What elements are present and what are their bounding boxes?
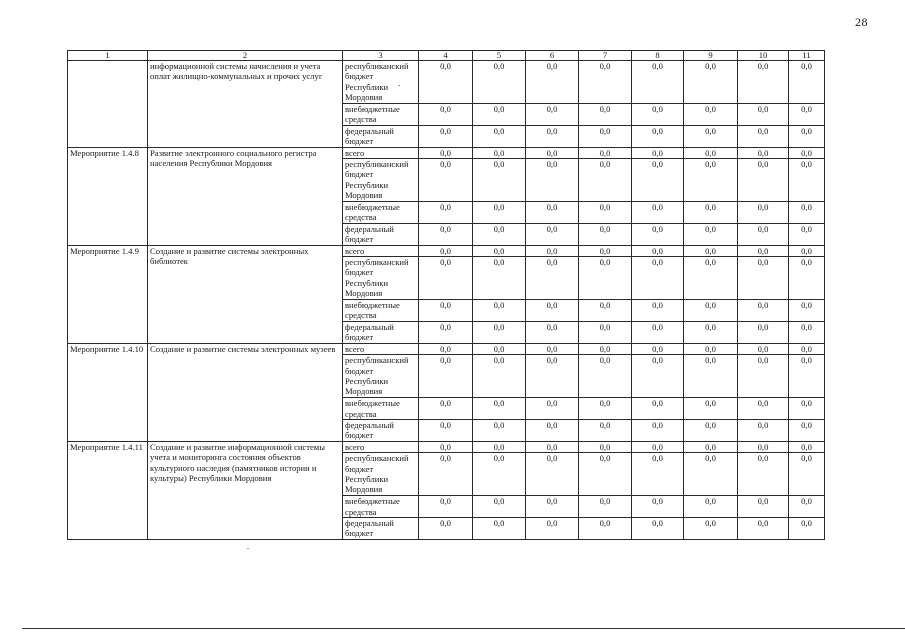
amount-cell: 0,0 xyxy=(526,61,579,104)
amount-cell: 0,0 xyxy=(738,517,789,539)
column-number: 6 xyxy=(526,51,579,61)
amount-cell: 0,0 xyxy=(579,355,632,398)
amount-cell: 0,0 xyxy=(473,343,526,354)
table-row xyxy=(68,441,825,452)
amount-cell: 0,0 xyxy=(419,441,473,452)
amount-cell: 0,0 xyxy=(738,147,789,158)
amount-cell: 0,0 xyxy=(789,147,825,158)
amount-cell: 0,0 xyxy=(789,496,825,518)
amount-cell: 0,0 xyxy=(632,300,684,322)
amount-cell: 0,0 xyxy=(579,441,632,452)
column-number: 1 xyxy=(68,51,148,61)
amount-cell: 0,0 xyxy=(579,147,632,158)
amount-cell: 0,0 xyxy=(684,453,738,496)
amount-cell: 0,0 xyxy=(684,343,738,354)
funding-source-cell: внебюджетные средства xyxy=(343,496,419,518)
activity-number-cell: Мероприятие 1.4.10 xyxy=(68,343,148,441)
amount-cell: 0,0 xyxy=(684,245,738,256)
amount-cell: 0,0 xyxy=(419,300,473,322)
activity-description-cell: Создание и развитие системы электронных библиотек xyxy=(148,245,343,343)
amount-cell: 0,0 xyxy=(632,517,684,539)
amount-cell: 0,0 xyxy=(632,125,684,147)
amount-cell: 0,0 xyxy=(473,517,526,539)
funding-source-cell: федеральный бюджет xyxy=(343,419,419,441)
activity-description-cell: информационной системы начисления и учета оплат жилищно-коммунальных и прочих услуг xyxy=(148,61,343,148)
amount-cell: 0,0 xyxy=(526,517,579,539)
amount-cell: 0,0 xyxy=(789,223,825,245)
amount-cell: 0,0 xyxy=(579,159,632,202)
amount-cell: 0,0 xyxy=(738,453,789,496)
amount-cell: 0,0 xyxy=(419,202,473,224)
amount-cell: 0,0 xyxy=(579,245,632,256)
amount-cell: 0,0 xyxy=(526,125,579,147)
amount-cell: 0,0 xyxy=(684,202,738,224)
scan-speck xyxy=(398,85,400,86)
amount-cell: 0,0 xyxy=(419,343,473,354)
amount-cell: 0,0 xyxy=(419,257,473,300)
activity-number-cell: Мероприятие 1.4.8 xyxy=(68,147,148,245)
amount-cell: 0,0 xyxy=(738,496,789,518)
amount-cell: 0,0 xyxy=(419,398,473,420)
table-header xyxy=(68,51,825,61)
amount-cell: 0,0 xyxy=(473,202,526,224)
table-row xyxy=(68,147,825,158)
amount-cell: 0,0 xyxy=(419,496,473,518)
scan-speck xyxy=(247,548,249,549)
amount-cell: 0,0 xyxy=(473,104,526,126)
amount-cell: 0,0 xyxy=(632,257,684,300)
activity-number-cell: Мероприятие 1.4.11 xyxy=(68,441,148,539)
amount-cell: 0,0 xyxy=(632,159,684,202)
amount-cell: 0,0 xyxy=(526,300,579,322)
activity-description-cell: Создание и развитие информационной системы учета и мониторинга состояния объектов культурного наследия (памятников истории и культуры) Республики Мордовия xyxy=(148,441,343,539)
funding-source-cell: республиканский бюджет Республики Мордовия xyxy=(343,453,419,496)
amount-cell: 0,0 xyxy=(684,419,738,441)
amount-cell: 0,0 xyxy=(473,245,526,256)
amount-cell: 0,0 xyxy=(789,398,825,420)
amount-cell: 0,0 xyxy=(632,202,684,224)
amount-cell: 0,0 xyxy=(684,125,738,147)
amount-cell: 0,0 xyxy=(526,496,579,518)
amount-cell: 0,0 xyxy=(526,223,579,245)
amount-cell: 0,0 xyxy=(738,223,789,245)
amount-cell: 0,0 xyxy=(473,147,526,158)
column-number: 9 xyxy=(684,51,738,61)
funding-source-cell: республиканский бюджет Республики Мордовия xyxy=(343,355,419,398)
amount-cell: 0,0 xyxy=(526,159,579,202)
column-number: 11 xyxy=(789,51,825,61)
amount-cell: 0,0 xyxy=(789,202,825,224)
amount-cell: 0,0 xyxy=(526,321,579,343)
funding-source-cell: внебюджетные средства xyxy=(343,202,419,224)
funding-source-cell: федеральный бюджет xyxy=(343,223,419,245)
amount-cell: 0,0 xyxy=(419,517,473,539)
amount-cell: 0,0 xyxy=(526,343,579,354)
amount-cell: 0,0 xyxy=(579,496,632,518)
amount-cell: 0,0 xyxy=(738,321,789,343)
amount-cell: 0,0 xyxy=(473,419,526,441)
amount-cell: 0,0 xyxy=(789,441,825,452)
amount-cell: 0,0 xyxy=(632,223,684,245)
amount-cell: 0,0 xyxy=(789,419,825,441)
amount-cell: 0,0 xyxy=(579,517,632,539)
amount-cell: 0,0 xyxy=(579,202,632,224)
amount-cell: 0,0 xyxy=(684,257,738,300)
amount-cell: 0,0 xyxy=(526,104,579,126)
amount-cell: 0,0 xyxy=(632,355,684,398)
amount-cell: 0,0 xyxy=(789,245,825,256)
column-number: 10 xyxy=(738,51,789,61)
amount-cell: 0,0 xyxy=(526,453,579,496)
amount-cell: 0,0 xyxy=(738,441,789,452)
amount-cell: 0,0 xyxy=(579,419,632,441)
funding-source-cell: республиканский бюджет Республики Мордовия xyxy=(343,257,419,300)
column-number: 7 xyxy=(579,51,632,61)
amount-cell: 0,0 xyxy=(579,300,632,322)
amount-cell: 0,0 xyxy=(526,441,579,452)
amount-cell: 0,0 xyxy=(684,300,738,322)
amount-cell: 0,0 xyxy=(473,496,526,518)
amount-cell: 0,0 xyxy=(738,257,789,300)
amount-cell: 0,0 xyxy=(684,398,738,420)
funding-source-cell: федеральный бюджет xyxy=(343,517,419,539)
amount-cell: 0,0 xyxy=(579,125,632,147)
amount-cell: 0,0 xyxy=(473,321,526,343)
funding-source-cell: республиканский бюджет Республики Мордовия xyxy=(343,61,419,104)
amount-cell: 0,0 xyxy=(419,61,473,104)
amount-cell: 0,0 xyxy=(526,257,579,300)
amount-cell: 0,0 xyxy=(632,441,684,452)
amount-cell: 0,0 xyxy=(789,453,825,496)
amount-cell: 0,0 xyxy=(419,419,473,441)
funding-source-cell: внебюджетные средства xyxy=(343,104,419,126)
amount-cell: 0,0 xyxy=(473,355,526,398)
amount-cell: 0,0 xyxy=(579,321,632,343)
funding-source-cell: федеральный бюджет xyxy=(343,125,419,147)
amount-cell: 0,0 xyxy=(473,398,526,420)
amount-cell: 0,0 xyxy=(579,61,632,104)
amount-cell: 0,0 xyxy=(419,159,473,202)
amount-cell: 0,0 xyxy=(473,125,526,147)
amount-cell: 0,0 xyxy=(419,321,473,343)
amount-cell: 0,0 xyxy=(738,419,789,441)
amount-cell: 0,0 xyxy=(526,202,579,224)
amount-cell: 0,0 xyxy=(579,223,632,245)
funding-source-cell: всего xyxy=(343,245,419,256)
amount-cell: 0,0 xyxy=(632,321,684,343)
amount-cell: 0,0 xyxy=(419,453,473,496)
amount-cell: 0,0 xyxy=(684,321,738,343)
amount-cell: 0,0 xyxy=(473,453,526,496)
activity-number-cell xyxy=(68,61,148,148)
amount-cell: 0,0 xyxy=(738,343,789,354)
amount-cell: 0,0 xyxy=(632,398,684,420)
amount-cell: 0,0 xyxy=(419,245,473,256)
amount-cell: 0,0 xyxy=(526,398,579,420)
amount-cell: 0,0 xyxy=(632,343,684,354)
amount-cell: 0,0 xyxy=(789,517,825,539)
amount-cell: 0,0 xyxy=(738,159,789,202)
amount-cell: 0,0 xyxy=(789,321,825,343)
amount-cell: 0,0 xyxy=(738,355,789,398)
amount-cell: 0,0 xyxy=(738,300,789,322)
page-number: 28 xyxy=(855,15,868,29)
amount-cell: 0,0 xyxy=(738,125,789,147)
amount-cell: 0,0 xyxy=(738,202,789,224)
amount-cell: 0,0 xyxy=(579,257,632,300)
amount-cell: 0,0 xyxy=(684,441,738,452)
amount-cell: 0,0 xyxy=(473,223,526,245)
table-row xyxy=(68,61,825,104)
amount-cell: 0,0 xyxy=(419,147,473,158)
amount-cell: 0,0 xyxy=(738,104,789,126)
activity-number-cell: Мероприятие 1.4.9 xyxy=(68,245,148,343)
amount-cell: 0,0 xyxy=(789,104,825,126)
amount-cell: 0,0 xyxy=(684,223,738,245)
funding-table xyxy=(67,50,825,540)
table-row xyxy=(68,245,825,256)
amount-cell: 0,0 xyxy=(526,355,579,398)
amount-cell: 0,0 xyxy=(684,496,738,518)
amount-cell: 0,0 xyxy=(526,147,579,158)
amount-cell: 0,0 xyxy=(419,355,473,398)
amount-cell: 0,0 xyxy=(632,496,684,518)
amount-cell: 0,0 xyxy=(632,147,684,158)
funding-source-cell: всего xyxy=(343,441,419,452)
amount-cell: 0,0 xyxy=(526,245,579,256)
amount-cell: 0,0 xyxy=(579,343,632,354)
activity-description-cell: Создание и развитие системы электронных музеев xyxy=(148,343,343,441)
amount-cell: 0,0 xyxy=(684,159,738,202)
amount-cell: 0,0 xyxy=(684,355,738,398)
amount-cell: 0,0 xyxy=(526,419,579,441)
table-row xyxy=(68,343,825,354)
amount-cell: 0,0 xyxy=(632,245,684,256)
page-bottom-rule xyxy=(22,628,905,629)
amount-cell: 0,0 xyxy=(684,147,738,158)
amount-cell: 0,0 xyxy=(789,159,825,202)
amount-cell: 0,0 xyxy=(632,104,684,126)
amount-cell: 0,0 xyxy=(473,159,526,202)
amount-cell: 0,0 xyxy=(738,61,789,104)
funding-source-cell: республиканский бюджет Республики Мордовия xyxy=(343,159,419,202)
amount-cell: 0,0 xyxy=(632,419,684,441)
column-number: 8 xyxy=(632,51,684,61)
funding-source-cell: всего xyxy=(343,147,419,158)
amount-cell: 0,0 xyxy=(684,61,738,104)
amount-cell: 0,0 xyxy=(419,104,473,126)
amount-cell: 0,0 xyxy=(473,257,526,300)
amount-cell: 0,0 xyxy=(789,355,825,398)
column-number: 3 xyxy=(343,51,419,61)
amount-cell: 0,0 xyxy=(579,453,632,496)
amount-cell: 0,0 xyxy=(473,441,526,452)
amount-cell: 0,0 xyxy=(684,104,738,126)
amount-cell: 0,0 xyxy=(473,61,526,104)
amount-cell: 0,0 xyxy=(789,300,825,322)
column-number: 2 xyxy=(148,51,343,61)
amount-cell: 0,0 xyxy=(738,398,789,420)
funding-source-cell: федеральный бюджет xyxy=(343,321,419,343)
column-number-row xyxy=(68,51,825,61)
column-number: 4 xyxy=(419,51,473,61)
amount-cell: 0,0 xyxy=(632,61,684,104)
amount-cell: 0,0 xyxy=(684,517,738,539)
amount-cell: 0,0 xyxy=(419,223,473,245)
amount-cell: 0,0 xyxy=(419,125,473,147)
amount-cell: 0,0 xyxy=(579,104,632,126)
amount-cell: 0,0 xyxy=(579,398,632,420)
amount-cell: 0,0 xyxy=(473,300,526,322)
amount-cell: 0,0 xyxy=(738,245,789,256)
funding-source-cell: внебюджетные средства xyxy=(343,300,419,322)
amount-cell: 0,0 xyxy=(789,257,825,300)
amount-cell: 0,0 xyxy=(789,61,825,104)
amount-cell: 0,0 xyxy=(789,125,825,147)
funding-source-cell: всего xyxy=(343,343,419,354)
funding-source-cell: внебюджетные средства xyxy=(343,398,419,420)
amount-cell: 0,0 xyxy=(632,453,684,496)
activity-description-cell: Развитие электронного социального регистра населения Республики Мордовия xyxy=(148,147,343,245)
amount-cell: 0,0 xyxy=(789,343,825,354)
table-body xyxy=(68,61,825,540)
column-number: 5 xyxy=(473,51,526,61)
